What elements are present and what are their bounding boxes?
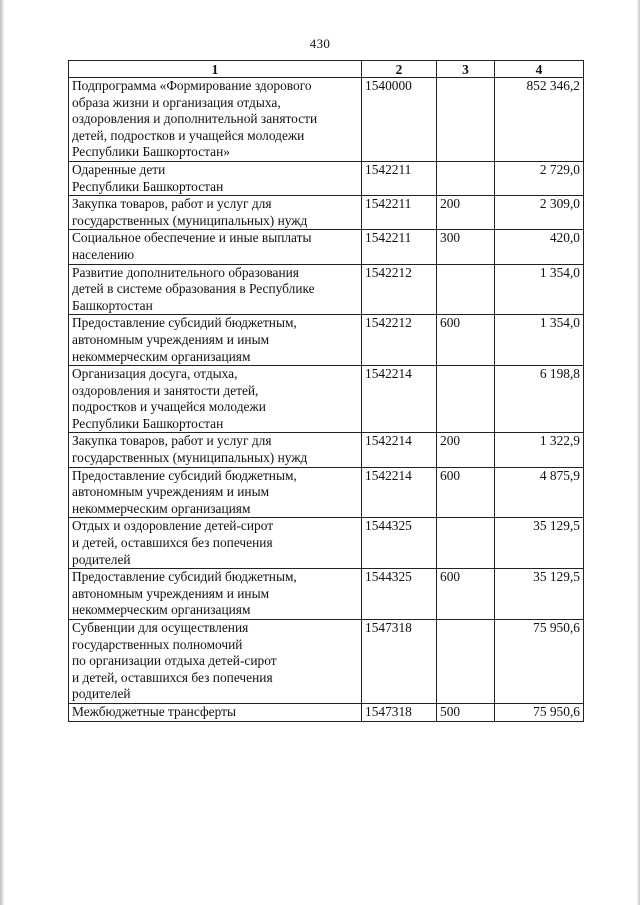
row-code: 1540000 — [362, 78, 437, 162]
row-amount: 2 309,0 — [495, 196, 584, 230]
row-description: Развитие дополнительного образования детей в системе образования в Республике Башкортостан — [69, 264, 362, 315]
budget-table — [68, 60, 584, 722]
row-description: Предоставление субсидий бюджетным, автономным учреждениям и иным некоммерческим организациям — [69, 569, 362, 620]
row-expense-type: 600 — [437, 315, 495, 366]
row-expense-type — [437, 78, 495, 162]
table-row — [69, 518, 584, 569]
row-description: Подпрограмма «Формирование здорового образа жизни и организация отдыха, оздоровления и дополнительной занятости детей, подростков и учащейся молодежи Республики Башкортостан» — [69, 78, 362, 162]
row-code: 1542212 — [362, 315, 437, 366]
header-col-2: 2 — [362, 61, 437, 78]
table-row — [69, 366, 584, 433]
row-amount: 852 346,2 — [495, 78, 584, 162]
header-col-4: 4 — [495, 61, 584, 78]
table-row — [69, 78, 584, 162]
row-expense-type — [437, 518, 495, 569]
table-row — [69, 315, 584, 366]
row-description: Социальное обеспечение и иные выплаты населению — [69, 230, 362, 264]
row-expense-type — [437, 620, 495, 704]
row-expense-type: 600 — [437, 569, 495, 620]
row-description: Закупка товаров, работ и услуг для государственных (муниципальных) нужд — [69, 433, 362, 467]
row-amount: 6 198,8 — [495, 366, 584, 433]
row-description: Предоставление субсидий бюджетным, автономным учреждениям и иным некоммерческим организациям — [69, 467, 362, 518]
row-expense-type — [437, 161, 495, 195]
table-row — [69, 196, 584, 230]
table-row — [69, 264, 584, 315]
row-code: 1542211 — [362, 230, 437, 264]
row-expense-type: 300 — [437, 230, 495, 264]
row-code: 1542211 — [362, 161, 437, 195]
row-expense-type — [437, 366, 495, 433]
row-amount: 35 129,5 — [495, 518, 584, 569]
row-amount: 2 729,0 — [495, 161, 584, 195]
row-code: 1544325 — [362, 569, 437, 620]
row-expense-type: 600 — [437, 467, 495, 518]
row-expense-type: 200 — [437, 433, 495, 467]
row-code: 1547318 — [362, 703, 437, 721]
header-col-3: 3 — [437, 61, 495, 78]
table-row — [69, 230, 584, 264]
header-col-1: 1 — [69, 61, 362, 78]
row-code: 1542211 — [362, 196, 437, 230]
row-description: Организация досуга, отдыха, оздоровления и занятости детей, подростков и учащейся молодежи Республики Башкортостан — [69, 366, 362, 433]
table-row — [69, 467, 584, 518]
row-amount: 35 129,5 — [495, 569, 584, 620]
row-description: Одаренные дети Республики Башкортостан — [69, 161, 362, 195]
table-row — [69, 569, 584, 620]
row-amount: 4 875,9 — [495, 467, 584, 518]
scan-edge-left — [0, 0, 4, 905]
row-amount: 1 354,0 — [495, 315, 584, 366]
row-amount: 1 354,0 — [495, 264, 584, 315]
row-expense-type: 500 — [437, 703, 495, 721]
row-code: 1542214 — [362, 433, 437, 467]
row-code: 1547318 — [362, 620, 437, 704]
row-amount: 1 322,9 — [495, 433, 584, 467]
row-expense-type — [437, 264, 495, 315]
table-body — [69, 78, 584, 722]
row-description: Межбюджетные трансферты — [69, 703, 362, 721]
row-code: 1542214 — [362, 366, 437, 433]
row-amount: 420,0 — [495, 230, 584, 264]
row-code: 1542214 — [362, 467, 437, 518]
page-number: 430 — [309, 36, 331, 51]
row-amount: 75 950,6 — [495, 620, 584, 704]
row-description: Предоставление субсидий бюджетным, автономным учреждениям и иным некоммерческим организациям — [69, 315, 362, 366]
row-description: Отдых и оздоровление детей-сирот и детей, оставшихся без попечения родителей — [69, 518, 362, 569]
table-row — [69, 161, 584, 195]
row-code: 1544325 — [362, 518, 437, 569]
row-description: Закупка товаров, работ и услуг для государственных (муниципальных) нужд — [69, 196, 362, 230]
table-row — [69, 620, 584, 704]
row-expense-type: 200 — [437, 196, 495, 230]
row-code: 1542212 — [362, 264, 437, 315]
row-amount: 75 950,6 — [495, 703, 584, 721]
table-header-row — [69, 61, 584, 78]
table-row — [69, 703, 584, 721]
row-description: Субвенции для осуществления государственных полномочий по организации отдыха детей-сирот и детей, оставшихся без попечения родителей — [69, 620, 362, 704]
table-row — [69, 433, 584, 467]
